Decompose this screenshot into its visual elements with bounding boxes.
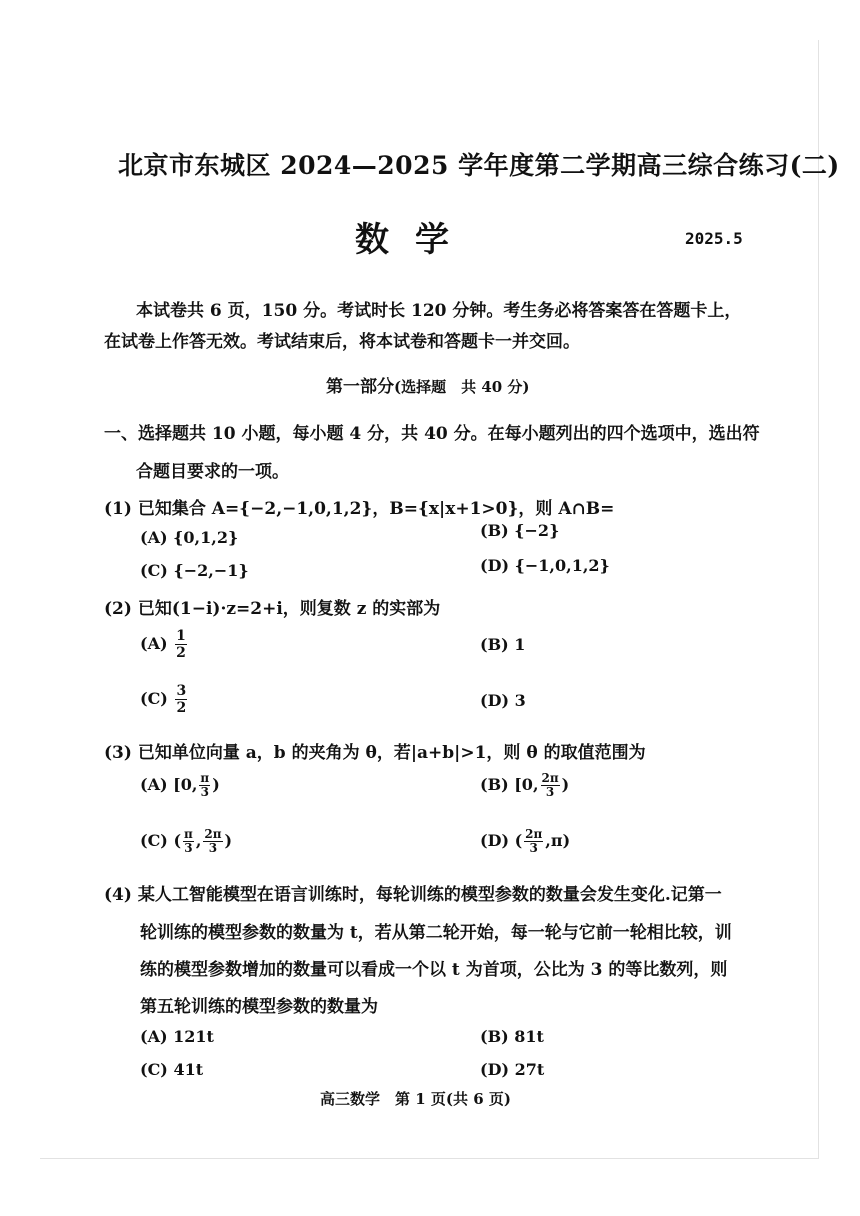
question-3-option-d xyxy=(480,828,570,855)
question-4-option-d: (D) 27t xyxy=(480,1060,545,1079)
fraction-numerator: 3 xyxy=(176,683,187,699)
exam-date: 2025.5 xyxy=(685,229,743,248)
section-instructions-line-1: 一、选择题共 10 小题，每小题 4 分，共 40 分。在每小题列出的四个选项中，选出符 xyxy=(104,424,760,444)
exam-title: 北京市东城区 2024—2025 学年度第二学期高三综合练习(二) xyxy=(118,151,840,180)
option-close: ) xyxy=(561,775,570,794)
fraction xyxy=(183,828,194,855)
option-close: ,π) xyxy=(545,831,571,850)
section-instructions-line-2: 合题目要求的一项。 xyxy=(136,462,289,482)
question-3-option-b xyxy=(480,772,569,799)
fraction-numerator: 1 xyxy=(176,628,186,644)
intro-line-1: 本试卷共 6 页，150 分。考试时长 120 分钟。考生务必将答案答在答题卡上， xyxy=(136,301,742,321)
intro-line-2: 在试卷上作答无效。考试结束后，将本试卷和答题卡一并交回。 xyxy=(104,332,580,352)
fraction xyxy=(175,683,187,716)
part-note: (选择题 共 40 分) xyxy=(394,378,530,396)
option-label: (D) ( xyxy=(480,831,523,850)
option-close: ) xyxy=(224,831,233,850)
question-2-option-d: (D) 3 xyxy=(480,691,526,710)
fraction-numerator: 2π xyxy=(525,827,543,841)
question-2-option-c xyxy=(140,683,189,716)
question-1-option-a: (A) {0,1,2} xyxy=(140,528,239,547)
question-2-stem: (2) 已知(1−i)·z=2+i，则复数 z 的实部为 xyxy=(104,599,441,619)
question-4-option-c: (C) 41t xyxy=(140,1060,204,1079)
question-1-option-d: (D) {−1,0,1,2} xyxy=(480,556,610,575)
fraction-numerator: π xyxy=(184,827,193,841)
option-label: (C) ( xyxy=(140,831,182,850)
fraction xyxy=(203,828,222,855)
question-4-option-b: (B) 81t xyxy=(480,1027,544,1046)
option-label: (C) xyxy=(140,689,168,708)
question-4-line-4: 第五轮训练的模型参数的数量为 xyxy=(140,997,378,1017)
option-label: (B) [0, xyxy=(480,775,539,794)
option-close: ) xyxy=(212,775,220,794)
question-3-option-a xyxy=(140,772,220,799)
question-4-line-3: 练的模型参数增加的数量可以看成一个以 t 为首项，公比为 3 的等比数列，则 xyxy=(140,960,728,980)
page-footer: 高三数学 第 1 页(共 6 页) xyxy=(320,1090,511,1108)
question-3-option-c xyxy=(140,828,232,855)
part-heading xyxy=(326,372,530,397)
fraction xyxy=(199,772,210,799)
question-1-stem: (1) 已知集合 A={−2,−1,0,1,2}，B={x|x+1>0}，则 A∩B= xyxy=(104,499,615,519)
fraction-denominator: 3 xyxy=(184,841,193,855)
question-3-stem: (3) 已知单位向量 a，b 的夹角为 θ，若|a+b|>1，则 θ 的取值范围为 xyxy=(104,743,646,763)
fraction xyxy=(524,828,543,855)
question-4-option-a: (A) 121t xyxy=(140,1027,214,1046)
fraction-numerator: 2π xyxy=(204,827,222,841)
fraction-denominator: 3 xyxy=(545,785,555,799)
option-label: (A) xyxy=(140,634,168,653)
question-2-option-b: (B) 1 xyxy=(480,635,526,654)
fraction-denominator: 3 xyxy=(529,841,538,855)
fraction-numerator: 2π xyxy=(541,771,559,785)
fraction xyxy=(541,772,560,799)
question-1-option-b: (B) {−2} xyxy=(480,521,560,540)
fraction-denominator: 2 xyxy=(176,700,187,716)
question-1-option-c: (C) {−2,−1} xyxy=(140,561,249,580)
fraction-numerator: π xyxy=(200,771,210,785)
subject-heading: 数学 xyxy=(355,220,475,260)
fraction-denominator: 3 xyxy=(208,841,218,855)
fraction-denominator: 2 xyxy=(176,645,186,661)
option-separator: , xyxy=(195,831,202,850)
question-4-line-2: 轮训练的模型参数的数量为 t，若从第二轮开始，每一轮与它前一轮相比较，训 xyxy=(140,923,732,943)
fraction xyxy=(175,628,187,661)
question-2-option-a xyxy=(140,628,189,661)
part-title: 第一部分 xyxy=(326,377,394,397)
option-label: (A) [0, xyxy=(140,775,198,794)
question-4-line-1: (4) 某人工智能模型在语言训练时，每轮训练的模型参数的数量会发生变化.记第一 xyxy=(104,885,722,905)
fraction-denominator: 3 xyxy=(200,785,209,799)
